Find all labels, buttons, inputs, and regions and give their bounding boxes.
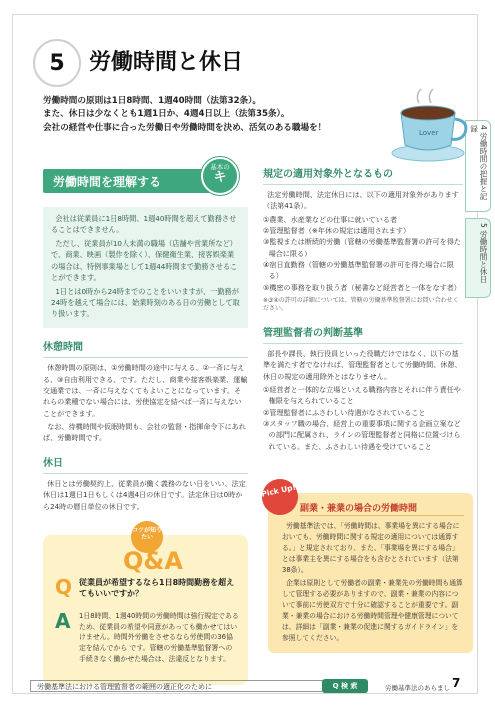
qa-answer: 1日8時間、1週40時間の労働時間は強行規定であるため、従業員の希望や同意があっても働かせてはいけません。時間外労働をさせるなら労使間の36協定を結んでから です。管轄の労働基準監督署への手続きなく働かせた場合は、法違反となります。 [79,612,239,663]
basics-paragraph: 1日とは0時から24時までのことをいいますが、一勤務が24時を越えて場合には、始業時刻のある日の労働として取り扱います。 [51,286,240,319]
qa-box [43,527,248,685]
page-title: 労働時間と休日 [89,50,244,75]
holiday-text [43,478,248,512]
qa-question: 従業員が希望するなら1日8時間勤務を超えてもいいですか？ [79,578,235,599]
booklet-title: 労働基準法のあらまし [385,684,450,692]
exempt-item: ⑤機密の事務を取り扱う者（秘書など経営者と一体をなす者） [263,282,461,292]
holiday-paragraph: 休日とは労働契約上、従業員が働く義務のない日をいい、法定休日は1週日1日もしくは4週4日の休日です。法定休日は0時から24時の暦日単位の休日です。 [43,478,246,511]
qa-badge: コツが知りたい [131,521,163,553]
divider [300,515,464,516]
rest-heading: 休憩時間 [43,342,83,354]
exempt-item: ②管理監督者（※年休の規定は適用されます） [263,226,411,236]
pickup-box [260,482,473,653]
manager-item: ③スタッフ職の場合、経営上の重要事項に関する企画立案などの部門に配属され、ラインの管理監督者と同格に位置づけられている。また、ふさわしい待遇を受けていること [263,418,461,451]
basics-paragraph: 会社は従業員に1日8時間、1週40時間を超えて勤務させることはできません。 [51,214,237,235]
intro-line: 労働時間の原則は1日8時間、1週40時間（法第32条）。 [43,96,262,106]
search-input[interactable]: 労働基準法における管理監督者の範囲の適正化のために [30,680,360,692]
divider [263,343,463,344]
manager-text [263,348,463,452]
pickup-paragraph: 労働基準法では、「労働時間は、事業場を異にする場合においても、労働時間に関する規定の適用については通算する。」と規定されており、また、「事業場を異にする場合」とは事業主を異にする場合をも含むとされています（法第38条）。 [282,522,460,574]
basics-banner [43,165,248,197]
intro-line: また、休日は少なくとも1週1日か、4週4日以上（法第35条）。 [43,109,290,120]
answer-mark-icon: A [55,609,71,633]
basics-badge-top: 基本の [210,163,230,171]
exempt-note: ※③④の許可の詳細については、管轄の労働基準監督署にお問い合わせください。 [263,297,459,313]
exempt-intro: 法定労働時間、法定休日には、以下の適用対象外があります（法第41条）。 [263,190,459,211]
divider [43,357,248,358]
exempt-item: ④宿日直勤務（管轄の労働基準監督署の許可を得た場合に限る） [263,260,454,281]
sidebar-tab-4[interactable]: 4 労働時間の把握と記録 [465,120,491,212]
left-column [43,165,248,514]
page-number: 7 [452,676,461,690]
cup-label: Lover [419,129,439,137]
sidebar-tab-5[interactable]: 5 労働時間と休日 [465,218,491,298]
page [12,14,488,694]
pickup-paragraph: 企業は原則として労働者の副業・兼業先の労働時間も通算して管理する必要がありますので、副業・兼業の内容について事前に労使双方で十分に確認することが重要です。副業・兼業の場合における労働時間管理や健康管理については、詳細は「副業・兼業の促進に関するガイドライン」を参照してください。 [282,579,463,642]
qa-title: Q&A [123,547,183,575]
exempt-item: ③監視または断続的労働（管轄の労働基準監督署の許可を得た場合に限る） [263,237,461,258]
exempt-heading: 規定の適用対象外となるもの [263,169,393,180]
intro-line: 会社の経営や仕事に合った労働日や労働時間を決め、活気のある職場を！ [43,122,327,133]
basics-badge-main: キ [213,170,227,186]
question-mark-icon: Q [55,575,73,599]
pickup-heading: 副業・兼業の場合の労働時間 [300,504,418,514]
basics-heading: 労働時間を理解する [43,169,223,193]
pickup-badge: Pick Up! [259,476,302,519]
pickup-text [282,521,464,647]
basics-paragraph: ただし、従業員が10人未満の職場（店舗や営業所など）で、商業、映画（製作を除く）、保健衛生業、接客娯楽業の場合は、特例事業場として1週44時間まで勤務させることができます。 [51,239,238,282]
rest-text [43,362,248,443]
exempt-text [263,189,463,293]
rest-paragraph: 休憩時間の原則は、①労働時間の途中に与える、②一斉に与える、③自由利用できる、です。ただし、商業や接客娯楽業、運輸交通業では、一斉に与えなくてもよいことになっています。それらの業種でない場合には、労使協定を結べば一斉に与えないことができます。 [43,363,248,418]
basics-box [43,207,248,328]
divider [263,184,463,185]
basics-badge [201,157,239,195]
exempt-item: ①農業、水産業などの仕事に就いている者 [263,214,398,224]
search-button[interactable]: Q 検 索 [322,679,368,693]
manager-heading: 管理監督者の判断基準 [263,327,363,339]
manager-intro: 部長や課長、執行役員といった役職だけではなく、以下の基準を満たす者でなければ、管理監督者として労働時間、休憩、休日の規定の適用除外とはなりません。 [263,348,462,381]
manager-item: ①経営者と一体的な立場といえる職務内容とそれに伴う責任や権限を与えられていること [263,384,461,406]
intro-text [43,95,383,135]
divider [43,473,248,474]
holiday-heading: 休日 [43,457,63,469]
right-column [263,165,463,452]
manager-item: ②管理監督者にふさわしい待遇がなされていること [263,407,426,417]
rest-paragraph: なお、待機時間や仮眠時間も、会社の監督・指揮命令下にあれば、労働時間です。 [43,422,246,443]
chapter-number: 5 [33,39,81,87]
coffee-cup-icon [383,85,473,165]
